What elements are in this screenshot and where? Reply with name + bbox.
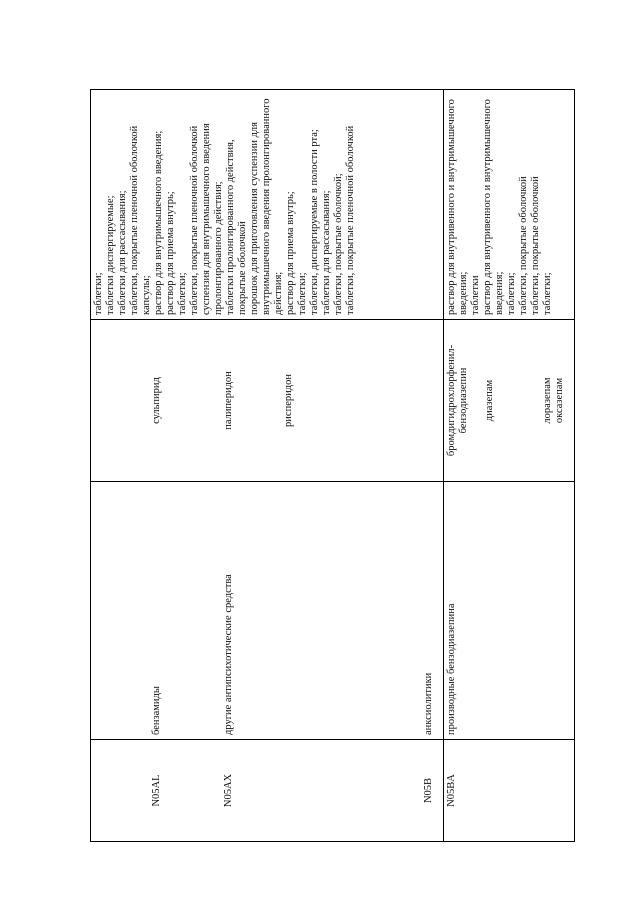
form-list xyxy=(93,94,357,315)
atc-code: N05AL xyxy=(151,774,162,807)
form-item: капсулы; xyxy=(141,275,152,315)
form-item: таблетки, покрытые оболочкой xyxy=(530,176,541,315)
form-item: таблетки, покрытые оболочкой xyxy=(518,176,529,315)
form-item: порошок для приготовления суспензии для внутримышечного введения пролонгированного действия; xyxy=(249,98,284,315)
form-item: раствор для приема внутрь; xyxy=(285,191,296,315)
form-item: таблетки; xyxy=(93,272,104,315)
form-item: таблетки, диспергируемые в полости рта; xyxy=(309,129,320,315)
drug-cell xyxy=(444,320,575,482)
form-item: таблетки, покрытые пленочной оболочкой xyxy=(189,125,200,315)
drug-table xyxy=(90,89,575,842)
drug-name: бромдигидрохлорфенил-бензодиазепин xyxy=(446,344,469,457)
form-item: раствор для внутривенного и внутримышечного введения; xyxy=(446,99,469,315)
form-item: таблетки для рассасывания; xyxy=(321,190,332,315)
atc-code: N05AX xyxy=(223,773,234,808)
form-item: таблетки диспергируемые; xyxy=(105,195,116,315)
form-item: таблетки, покрытые пленочной оболочкой xyxy=(345,125,356,315)
form-item: таблетки, покрытые оболочкой; xyxy=(333,173,344,315)
drug-name: лоразепам xyxy=(542,377,553,424)
group-name: анксиолитики xyxy=(423,672,434,735)
table-row xyxy=(444,90,575,842)
form-item: таблетки, покрытые пленочной оболочкой xyxy=(129,125,140,315)
drug-name: палиперидон xyxy=(223,371,234,430)
atc-code: N05B xyxy=(423,777,434,804)
form-item: таблетки; xyxy=(506,272,517,315)
form-item: раствор для внутривенного и внутримышечного введения; xyxy=(482,99,505,315)
forms-cell xyxy=(444,90,575,320)
code-cell xyxy=(444,740,575,842)
form-item: таблетки пролонгированного действия, покрытые оболочкой xyxy=(225,139,248,315)
form-item: таблетки; xyxy=(542,272,553,315)
group-cell xyxy=(444,482,575,740)
drug-name: оксазепам xyxy=(554,377,565,424)
group-name: бензамиды xyxy=(151,686,162,735)
form-item: таблетки xyxy=(470,275,481,315)
code-cell xyxy=(91,740,444,842)
form-item: таблетки; xyxy=(297,272,308,315)
atc-code: N05BA xyxy=(446,774,457,807)
form-item: таблетки; xyxy=(177,272,188,315)
forms-cell xyxy=(91,90,444,320)
drug-cell xyxy=(91,320,444,482)
drug-name: диазепам xyxy=(484,379,495,422)
form-item: таблетки для рассасывания; xyxy=(117,190,128,315)
form-item: раствор для приема внутрь; xyxy=(165,191,176,315)
form-item: суспензия для внутримышечного введения пролонгированного действия; xyxy=(201,123,224,315)
drug-name: рисперидон xyxy=(283,374,294,427)
group-name: другие антипсихотические средства xyxy=(223,574,234,735)
form-list xyxy=(446,94,554,315)
table-row xyxy=(91,90,444,842)
drug-name: сульпирид xyxy=(151,377,162,424)
form-item: раствор для внутримышечного введения; xyxy=(153,130,164,315)
rotated-page xyxy=(90,90,578,842)
group-name: производные бензодиазепина xyxy=(446,603,457,735)
group-cell xyxy=(91,482,444,740)
